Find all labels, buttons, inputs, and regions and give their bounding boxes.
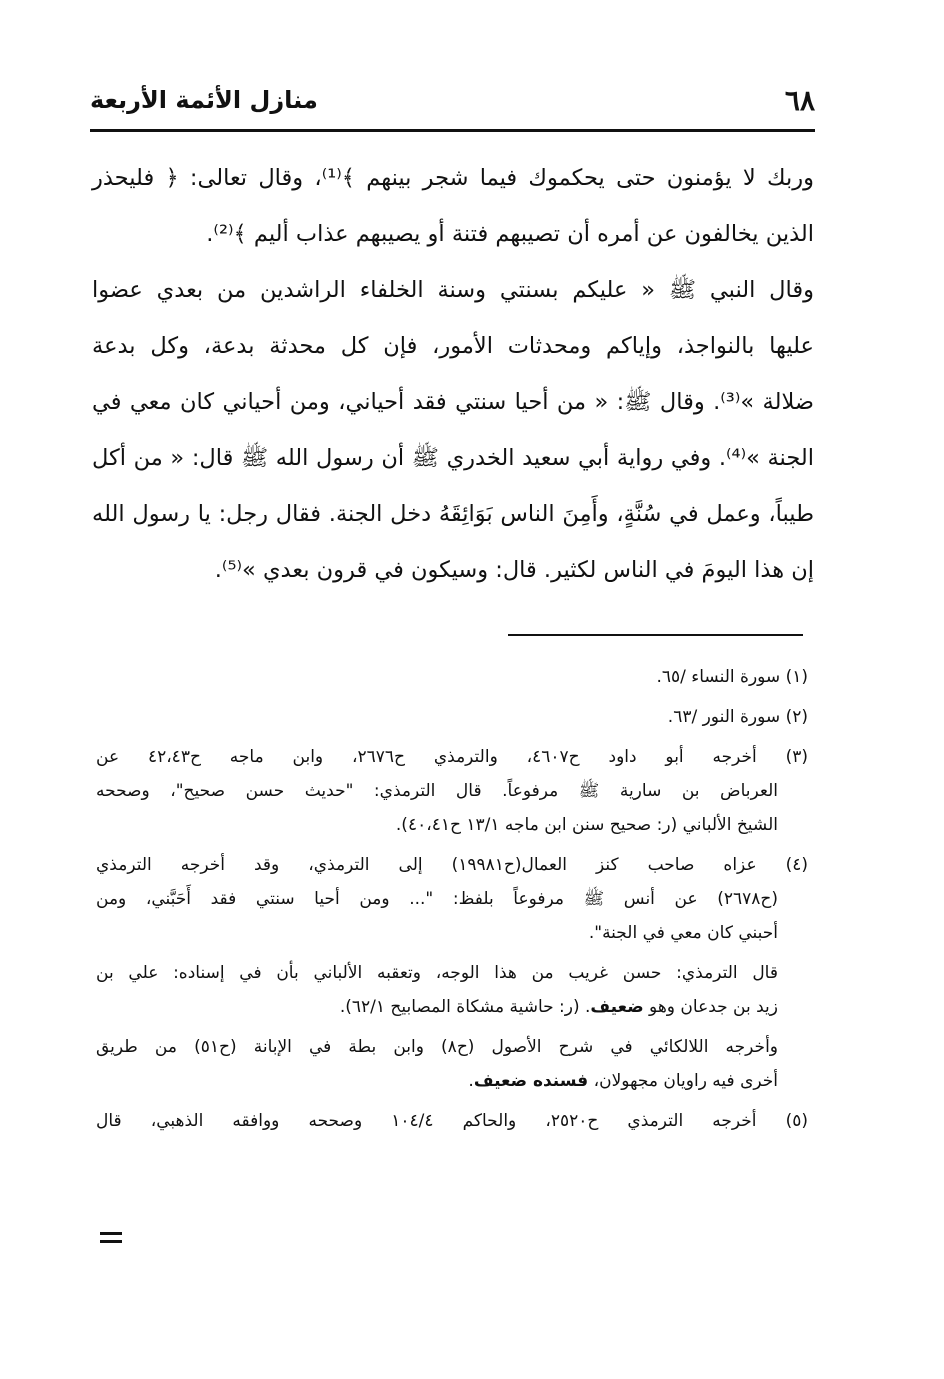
footnote-2: (٢) سورة النور /٦٣. — [667, 707, 808, 727]
main-text — [92, 150, 814, 598]
text-line: الذين يخالفون عن أمره أن تصيبهم فتنة أو يصيبهم عذاب أليم ﴾⁽²⁾. — [206, 221, 814, 247]
page-header — [90, 84, 815, 128]
text-line: إن هذا اليومَ في الناس لكثير. قال: وسيكون في قرون بعدي »⁽⁵⁾. — [214, 557, 814, 583]
footnote-separator — [508, 634, 803, 636]
header-rule — [90, 129, 815, 132]
running-title: منازل الأئمة الأربعة — [90, 86, 318, 114]
continuation-mark — [100, 1232, 122, 1246]
page-number: ٦٨ — [784, 84, 815, 117]
text-line: وربك لا يؤمنون حتى يحكموك فيما شجر بينهم ﴾⁽¹⁾، وقال تعالى: ﴿ فليحذر — [92, 165, 814, 191]
text-line: ضلالة »⁽³⁾. وقال ﷺ: « من أحيا سنتي فقد أحياني، ومن أحياني كان معي في — [92, 389, 814, 415]
footnote-4: (٤) عزاه صاحب كنز العمال(ح١٩٩٨١) إلى الترمذي، وقد أخرجه الترمذي (ح٢٦٧٨) عن أنس ﷺ مرفوعاً بلفظ: "... ومن أحيا سنتي فقد أَحَبَّني، ومن أحبني كان معي في الجنة". — [96, 855, 809, 943]
text-line: وقال النبي ﷺ « عليكم بسنتي وسنة الخلفاء الراشدين من بعدي عضوا — [92, 277, 814, 303]
text-line: عليها بالنواجذ، وإياكم ومحدثات الأمور، فإن كل محدثة بدعة، وكل بدعة — [92, 333, 814, 359]
footnote-5: (٥) أخرجه الترمذي ح٢٥٢٠، والحاكم ١٠٤/٤ وصححه ووافقه الذهبي، قال — [96, 1111, 808, 1131]
footnotes — [96, 660, 808, 1144]
text-line: الجنة »⁽⁴⁾. وفي رواية أبي سعيد الخدري ﷺ أن رسول الله ﷺ قال: « من أكل — [92, 445, 814, 471]
emphasis-weak: ضعيف — [590, 997, 644, 1017]
footnote-1: (١) سورة النساء /٦٥. — [656, 667, 808, 687]
text-line: طيباً، وعمل في سُنَّةٍ، وأَمِنَ الناس بَوَائِقَهُ دخل الجنة. فقال رجل: يا رسول الله — [92, 501, 814, 527]
footnote-4-comment-b: وأخرجه اللالكائي في شرح الأصول (ح٨) وابن بطة في الإبانة (ح٥١) من طريق أخرى فيه راويان مجهولان، فسنده ضعيف. — [96, 1037, 778, 1091]
footnote-3: (٣) أخرجه أبو داود ح٤٦٠٧، والترمذي ح٢٦٧٦، وابن ماجه ح٤٢،٤٣ عن العرباض بن سارية ﷺ مرفوعاً. قال الترمذي: "حديث حسن صحيح"، وصححه الشيخ الألباني (ر: صحيح سنن ابن ماجه ١٣/١ ح٤٠،٤١). — [96, 747, 808, 835]
footnote-4-comment-a: قال الترمذي: حسن غريب من هذا الوجه، وتعقبه الألباني بأن في إسناده: علي بن زيد بن جدعان وهو ضعيف. (ر: حاشية مشكاة المصابيح ٦٢/١). — [96, 963, 778, 1017]
emphasis-weak-chain: فسنده ضعيف — [473, 1071, 589, 1091]
